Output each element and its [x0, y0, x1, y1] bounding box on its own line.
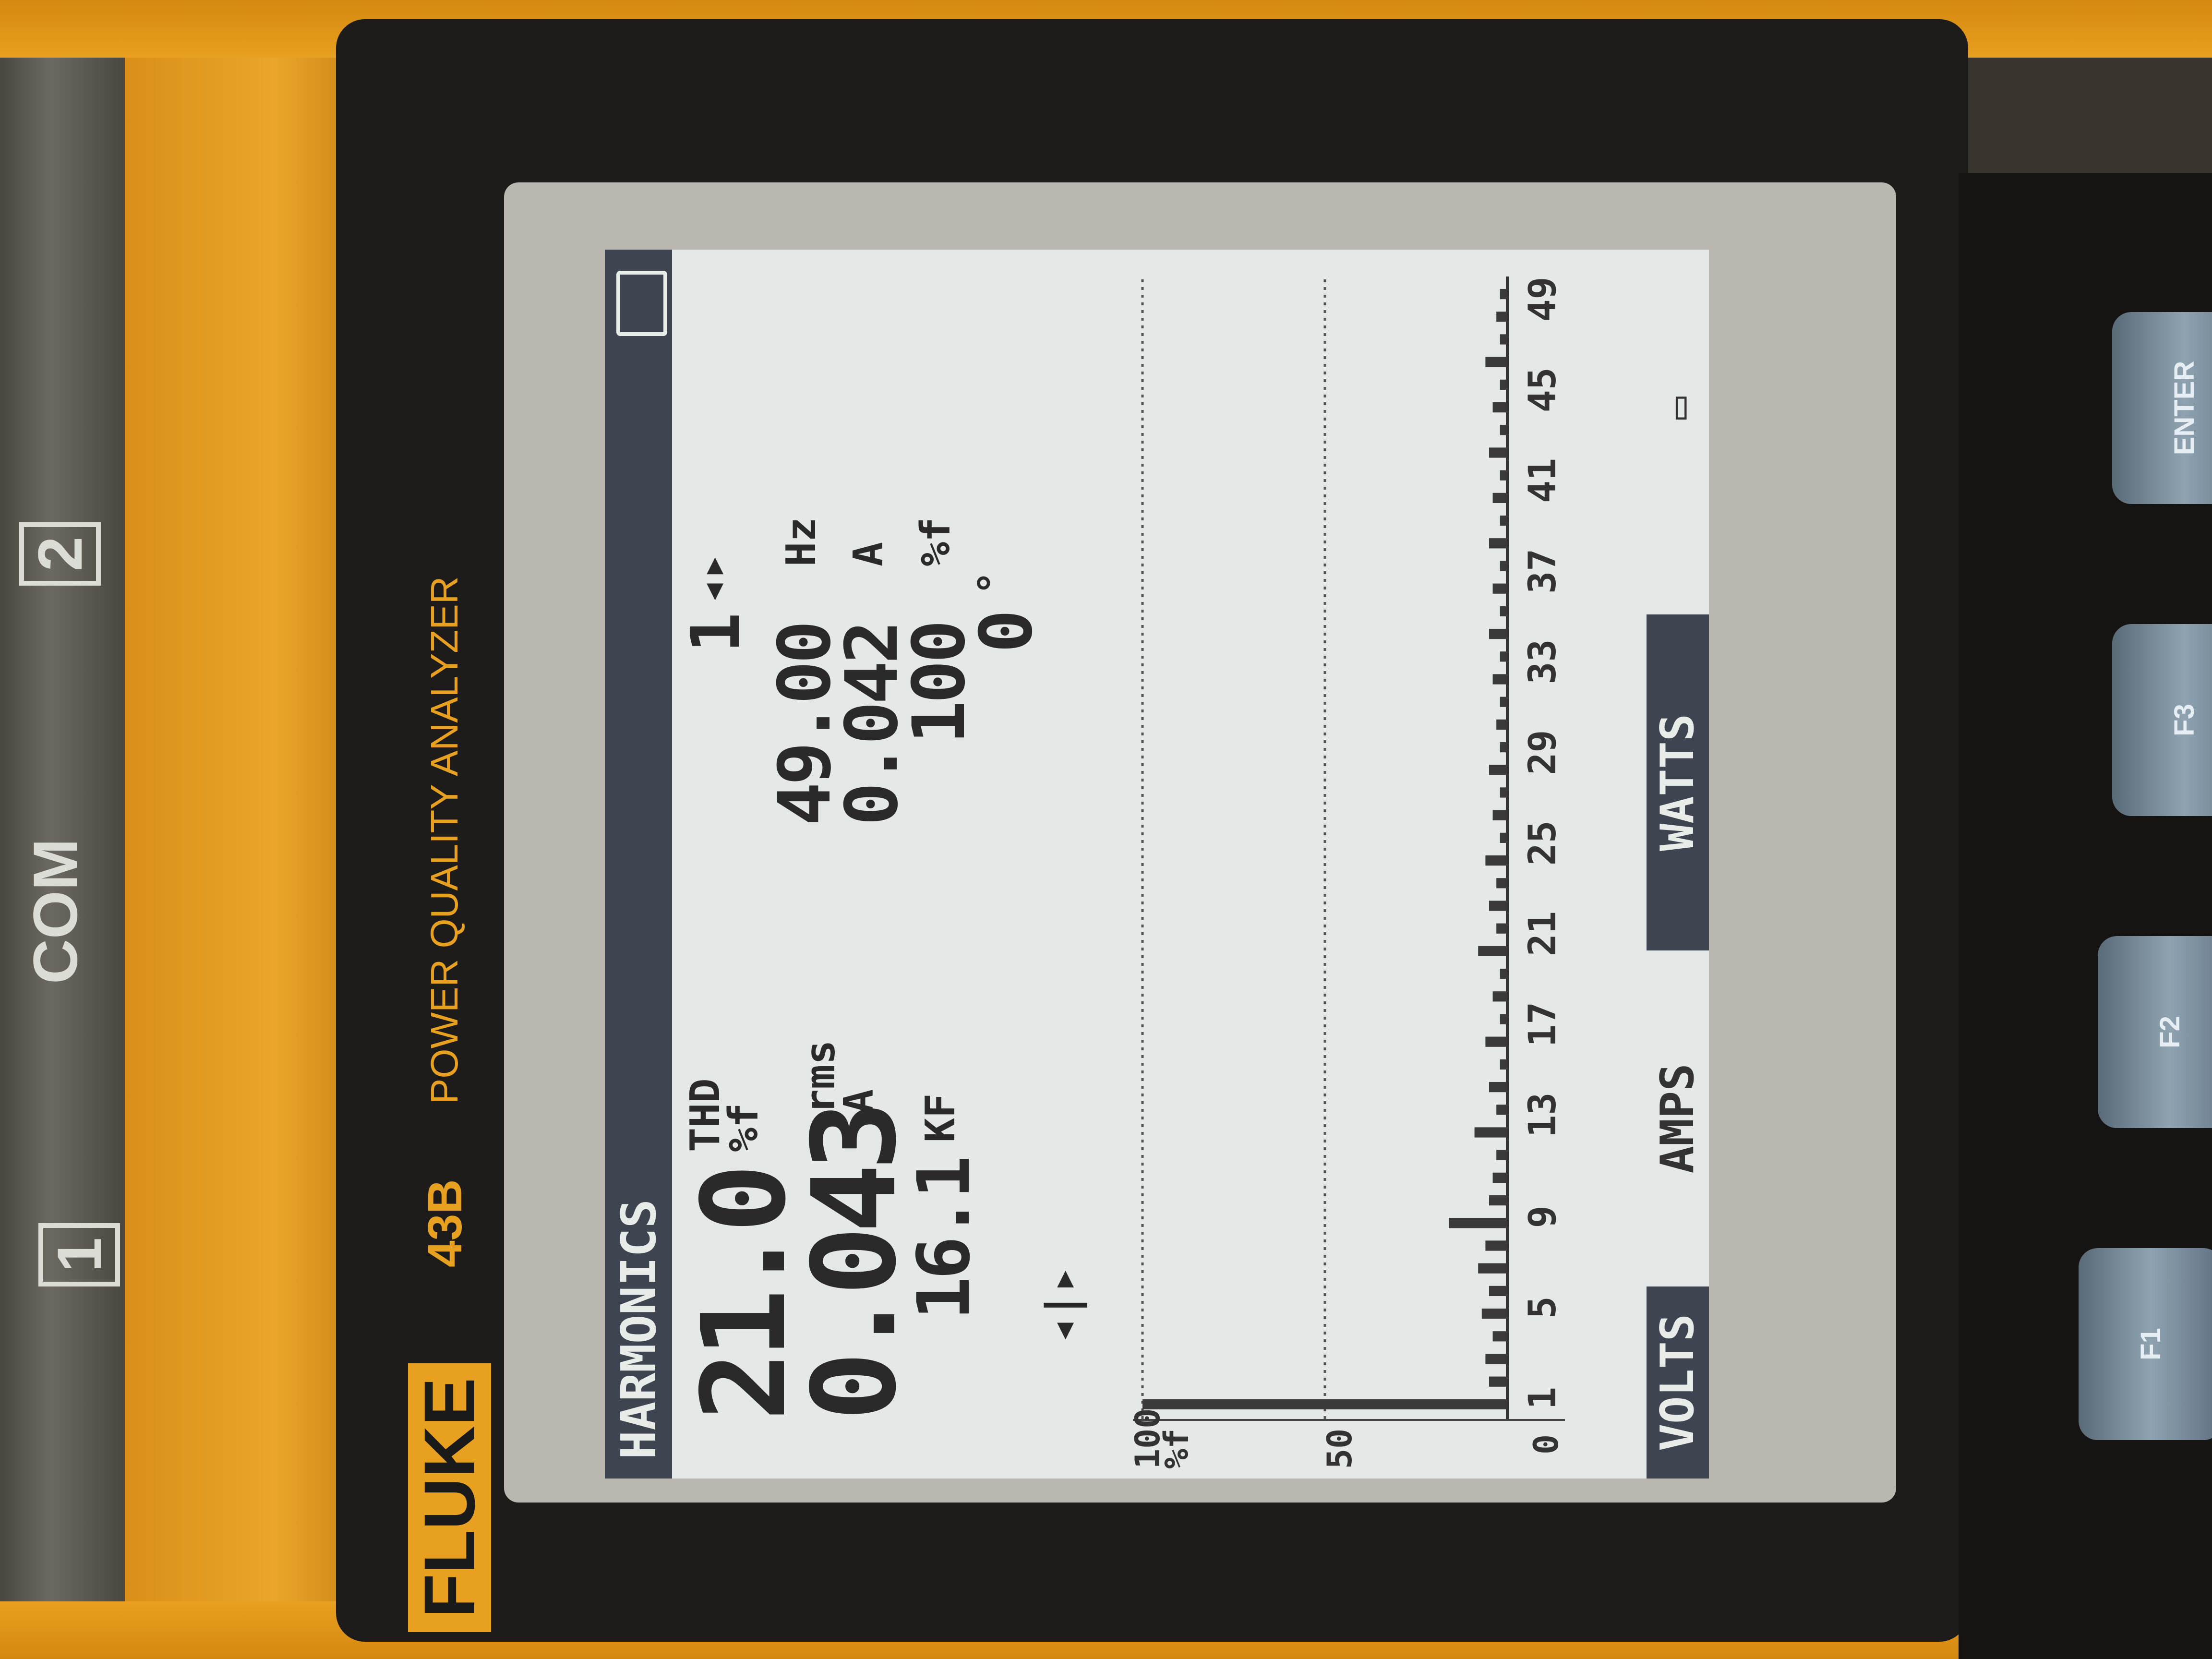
harmonics-chart-svg: [1133, 248, 1565, 1419]
harmonics-chart: [1133, 248, 1565, 1421]
harmonic-bar-28: [1500, 787, 1507, 797]
harmonic-bar-5: [1482, 1309, 1507, 1319]
lcd-display: [605, 250, 1709, 1479]
harmonic-bar-10: [1489, 1195, 1507, 1205]
tab-amps[interactable]: AMPS: [1651, 1063, 1704, 1174]
frequency-unit: Hz: [778, 517, 825, 566]
harmonic-bar-44: [1500, 425, 1507, 435]
harmonic-bar-35: [1489, 629, 1507, 639]
harmonic-bar-15: [1489, 1082, 1507, 1092]
harmonic-bar-43: [1489, 447, 1507, 457]
thd-value: 21.0: [677, 1170, 811, 1421]
harmonic-bar-34: [1500, 651, 1507, 661]
harmonic-bar-29: [1489, 765, 1507, 775]
screen-copy-icon[interactable]: ▭: [1655, 396, 1700, 420]
harmonic-current-unit: A: [845, 541, 892, 566]
rms-value: 0.043: [787, 1107, 922, 1421]
harmonic-bar-7: [1478, 1263, 1507, 1274]
harmonic-bar-33: [1493, 674, 1507, 684]
harmonic-bar-21: [1478, 946, 1507, 956]
harmonic-bar-8: [1485, 1240, 1507, 1250]
harmonic-bar-2: [1489, 1377, 1507, 1387]
thd-unit: %f: [720, 1103, 768, 1152]
x-tick-label-13: 13: [1521, 1092, 1564, 1138]
input-jack-strip: [0, 0, 125, 1659]
harmonic-bar-31: [1496, 720, 1507, 730]
x-tick-label-21: 21: [1521, 911, 1564, 956]
harmonic-bar-30: [1500, 742, 1507, 752]
harmonic-bar-41: [1493, 493, 1507, 503]
mode-header: [605, 250, 672, 1479]
harmonic-bar-24: [1496, 878, 1507, 888]
frequency-value: 49.00: [763, 623, 847, 826]
harmonic-bar-3: [1485, 1354, 1507, 1364]
y-axis-unit: %f: [1157, 1428, 1196, 1469]
harmonic-bar-19: [1493, 991, 1507, 1001]
x-tick-label-17: 17: [1521, 1001, 1564, 1047]
kf-value: 16.1: [902, 1158, 986, 1320]
y-tick-label-0: 0: [1527, 1434, 1566, 1455]
harmonic-bar-14: [1496, 1105, 1507, 1115]
y-tick-label-50: 50: [1320, 1428, 1359, 1469]
harmonic-bar-16: [1500, 1059, 1507, 1070]
model-label: 43B: [418, 1179, 472, 1267]
harmonic-bar-25: [1485, 855, 1507, 866]
device-subtitle: POWER QUALITY ANALYZER: [423, 576, 466, 1104]
harmonic-bar-48: [1500, 334, 1507, 344]
f1-key[interactable]: F1: [2079, 1248, 2212, 1440]
harmonic-bar-49: [1496, 312, 1507, 322]
phase-value: 0: [965, 612, 1048, 653]
tab-watts[interactable]: WATTS: [1647, 614, 1709, 950]
harmonic-bar-1: [1142, 1399, 1507, 1409]
rms-unit: A: [835, 1089, 883, 1114]
harmonic-bar-36: [1500, 606, 1507, 616]
battery-icon: [616, 271, 667, 336]
harmonic-bar-18: [1500, 1014, 1507, 1024]
x-tick-label-1: 1: [1521, 1387, 1564, 1409]
kf-label: KF: [917, 1093, 964, 1142]
harmonic-bar-27: [1493, 810, 1507, 820]
x-tick-label-9: 9: [1521, 1205, 1564, 1228]
harmonic-bar-13: [1475, 1127, 1507, 1137]
y-tick-label-100: 100: [1128, 1408, 1167, 1469]
harmonic-bar-45: [1493, 402, 1507, 412]
x-tick-label-29: 29: [1521, 730, 1564, 775]
harmonic-current: 0.042: [830, 623, 914, 826]
harmonic-bar-17: [1485, 1037, 1507, 1047]
mode-title: HARMONICS: [610, 1199, 667, 1459]
harmonic-percent: 100: [898, 623, 981, 744]
harmonic-bar-47: [1485, 357, 1507, 367]
harmonic-select-arrows[interactable]: ◂▸: [686, 553, 737, 605]
harmonic-bar-4: [1493, 1331, 1507, 1341]
enter-key[interactable]: ENTER: [2112, 312, 2212, 504]
harmonic-bar-42: [1500, 470, 1507, 481]
x-tick-label-25: 25: [1521, 820, 1564, 866]
harmonic-bar-46: [1500, 380, 1507, 390]
f3-key[interactable]: F3: [2112, 624, 2212, 816]
brand-logo: FLUKE: [408, 1363, 491, 1632]
harmonic-bar-32: [1500, 697, 1507, 707]
com-jack-label: COM: [20, 838, 90, 984]
harmonic-bar-23: [1489, 901, 1507, 911]
harmonic-percent-unit: %f: [912, 517, 960, 566]
thd-label: THD: [682, 1078, 729, 1152]
harmonic-bar-38: [1500, 561, 1507, 571]
cursor-arrows[interactable]: ◂|▸: [1037, 1266, 1087, 1344]
x-tick-label-49: 49: [1521, 276, 1564, 322]
x-tick-label-41: 41: [1521, 458, 1564, 503]
harmonic-number: 1: [677, 612, 755, 653]
harmonic-bar-9: [1449, 1218, 1507, 1228]
harmonic-bar-50: [1500, 289, 1507, 299]
phase-unit: °: [970, 570, 1017, 595]
harmonic-bar-22: [1496, 924, 1507, 934]
f2-key[interactable]: F2: [2098, 936, 2212, 1128]
harmonic-bar-39: [1489, 538, 1507, 548]
x-tick-label-45: 45: [1521, 367, 1564, 413]
x-tick-label-5: 5: [1521, 1296, 1564, 1319]
input-1-label: 1: [38, 1223, 120, 1286]
x-tick-label-37: 37: [1521, 548, 1564, 594]
x-tick-label-33: 33: [1521, 639, 1564, 685]
harmonic-bar-12: [1496, 1150, 1507, 1160]
rms-label: rms: [797, 1040, 844, 1114]
harmonic-bar-40: [1500, 516, 1507, 526]
harmonic-bar-6: [1489, 1286, 1507, 1296]
harmonic-bar-26: [1500, 833, 1507, 843]
harmonic-bar-20: [1500, 969, 1507, 979]
tab-volts[interactable]: VOLTS: [1647, 1286, 1709, 1479]
input-2-label: 2: [19, 522, 101, 586]
harmonic-bar-11: [1493, 1173, 1507, 1183]
harmonic-bar-37: [1493, 584, 1507, 594]
